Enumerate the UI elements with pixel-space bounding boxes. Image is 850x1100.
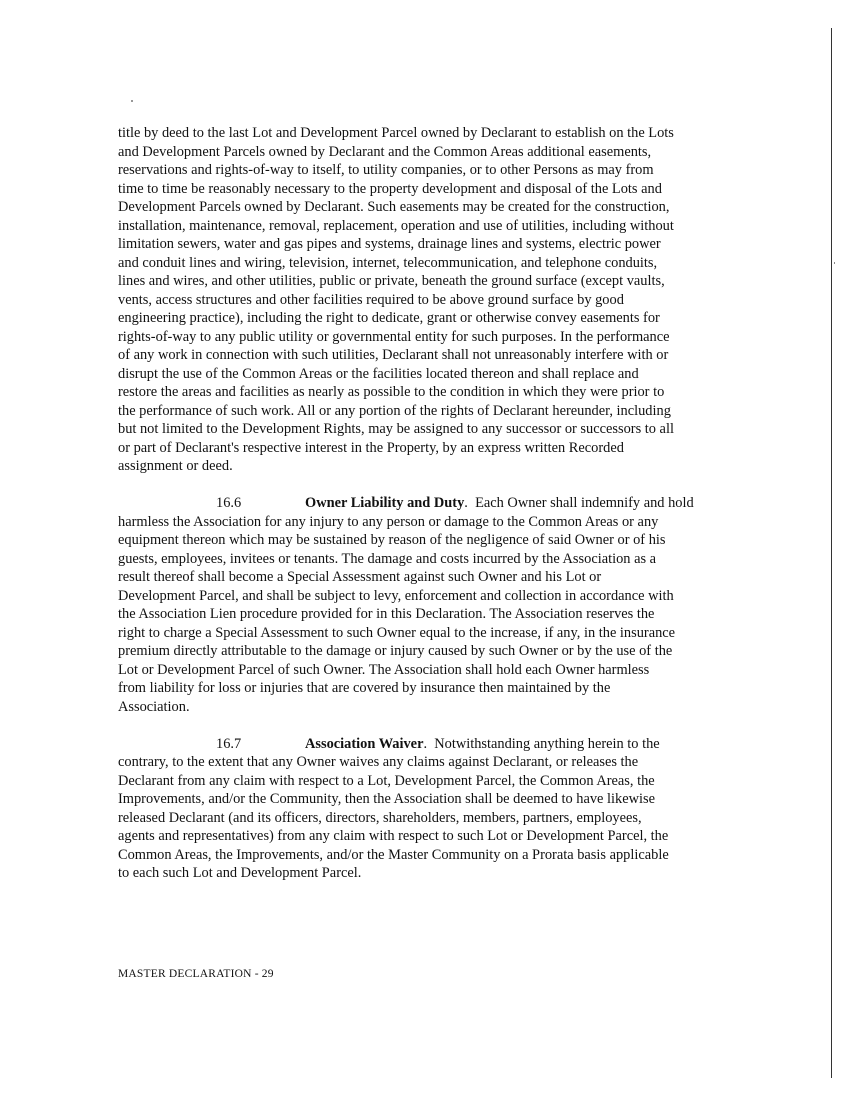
document-body	[118, 124, 743, 883]
section-first-line: 16.6 Owner Liability and Duty. Each Owner shall indemnify and hold	[118, 494, 743, 513]
text-line: result thereof shall become a Special Assessment against such Owner and his Lot or	[118, 569, 602, 585]
scan-speck	[131, 100, 133, 102]
text-line: but not limited to the Development Rights, may be assigned to any successor or successors to all	[118, 421, 674, 437]
section-number: 16.7	[216, 735, 242, 752]
text-line: of any work in connection with such utilities, Declarant shall not unreasonably interfere with or	[118, 347, 669, 363]
text-line: agents and representatives) from any claim with respect to such Lot or Development Parcel, the	[118, 828, 669, 844]
section-first-line-text: Notwithstanding anything herein to the	[434, 735, 660, 752]
section-16-6	[118, 494, 743, 716]
text-line: Lot or Development Parcel of such Owner. The Association shall hold each Owner harmless	[118, 661, 650, 678]
text-line: engineering practice), including the right to dedicate, grant or otherwise convey easements for	[118, 310, 660, 326]
text-line: Improvements, and/or the Community, then the Association shall be deemed to have likewise	[118, 791, 655, 807]
section-first-line-text: Each Owner shall indemnify and hold	[475, 495, 694, 511]
text-line: premium directly attributable to the damage or injury caused by such Owner or by the use of the	[118, 643, 673, 659]
text-line: from liability for loss or injuries that are covered by insurance then maintained by the	[118, 680, 611, 696]
text-line: and Development Parcels owned by Declarant and the Common Areas additional easements,	[118, 143, 652, 160]
paragraph-continued	[118, 124, 743, 476]
text-line: right to charge a Special Assessment to such Owner equal to the increase, if any, in the insurance	[118, 624, 676, 641]
text-line: Development Parcels owned by Declarant. Such easements may be created for the construction,	[118, 199, 670, 215]
page-footer: MASTER DECLARATION - 29	[118, 968, 274, 980]
text-line: time to time be reasonably necessary to the property development and disposal of the Lots and	[118, 180, 662, 197]
section-first-line: 16.7 Association Waiver. Notwithstanding anything herein to the	[118, 735, 743, 754]
section-16-7	[118, 735, 743, 883]
text-line: released Declarant (and its officers, directors, shareholders, members, partners, employees,	[118, 809, 642, 826]
text-line: harmless the Association for any injury to any person or damage to the Common Areas or any	[118, 513, 659, 530]
text-line: disrupt the use of the Common Areas or the facilities located thereon and shall replace and	[118, 365, 639, 382]
text-line: Development Parcel, and shall be subject to levy, enforcement and collection in accordance with	[118, 587, 674, 604]
text-line: Association.	[118, 698, 190, 715]
text-line: Declarant from any claim with respect to a Lot, Development Parcel, the Common Areas, the	[118, 772, 655, 789]
text-line: and conduit lines and wiring, television, internet, telecommunication, and telephone conduits,	[118, 254, 658, 271]
text-line: reservations and rights-of-way to itself, to utility companies, or to other Persons as may from	[118, 162, 654, 178]
text-line: to each such Lot and Development Parcel.	[118, 865, 362, 881]
text-line: guests, employees, invitees or tenants. The damage and costs incurred by the Association as a	[118, 550, 657, 567]
scan-edge-line	[831, 28, 832, 1078]
text-line: title by deed to the last Lot and Development Parcel owned by Declarant to establish on the Lots	[118, 125, 674, 141]
text-line: assignment or deed.	[118, 458, 233, 474]
scan-speck	[834, 262, 835, 264]
text-line: or part of Declarant's respective interest in the Property, by an express written Recorded	[118, 439, 624, 456]
text-line: equipment thereon which may be sustained by reason of the negligence of said Owner or of his	[118, 532, 666, 548]
section-heading: Association Waiver	[305, 735, 424, 752]
section-number: 16.6	[216, 495, 242, 511]
text-line: the Association Lien procedure provided for in this Declaration. The Association reserves the	[118, 606, 655, 622]
section-heading: Owner Liability and Duty	[305, 495, 465, 511]
text-line: vents, access structures and other facilities required to be above ground surface by good	[118, 291, 624, 308]
text-line: rights-of-way to any public utility or governmental entity for such purposes. In the performance	[118, 328, 670, 345]
text-line: contrary, to the extent that any Owner waives any claims against Declarant, or releases the	[118, 754, 639, 770]
text-line: restore the areas and facilities as nearly as possible to the condition in which they were prior to	[118, 384, 665, 400]
text-line: lines and wires, and other utilities, public or private, beneath the ground surface (except vaults,	[118, 273, 665, 289]
text-line: installation, maintenance, removal, replacement, operation and use of utilities, including without	[118, 217, 674, 234]
text-line: the performance of such work. All or any portion of the rights of Declarant hereunder, including	[118, 402, 671, 419]
text-line: Common Areas, the Improvements, and/or the Master Community on a Prorata basis applicable	[118, 846, 669, 863]
text-line: limitation sewers, water and gas pipes and systems, drainage lines and systems, electric power	[118, 236, 661, 252]
